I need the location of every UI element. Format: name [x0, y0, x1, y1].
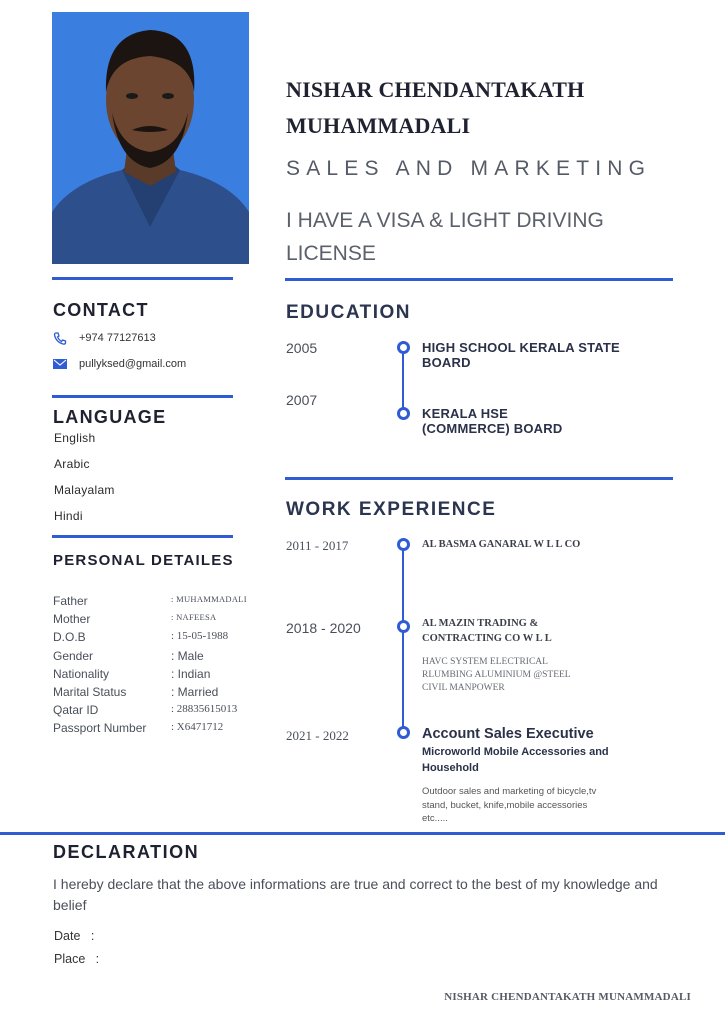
- timeline-dot: [397, 726, 410, 739]
- education-timeline: [402, 347, 404, 413]
- language-item: Malayalam: [54, 483, 115, 497]
- work-years: 2021 - 2022: [286, 728, 349, 743]
- education-year: 2005: [286, 340, 318, 356]
- phone-number[interactable]: +974 77127613: [79, 332, 156, 344]
- declaration-heading: DECLARATION: [53, 842, 200, 862]
- email-address[interactable]: pullyksed@gmail.com: [79, 358, 187, 370]
- personal-row-marital-status: [53, 685, 293, 701]
- work-role: Account Sales Executive: [422, 726, 594, 742]
- education-title: HIGH SCHOOL KERALA STATE BOARD: [422, 340, 620, 370]
- personal-row-gender: [53, 649, 293, 665]
- work-years: 2011 - 2017: [286, 538, 349, 553]
- row-label: D.O.B: [53, 630, 86, 644]
- row-label: Passport Number: [53, 721, 147, 735]
- left-divider-1: [52, 277, 233, 280]
- row-label: Qatar ID: [53, 703, 99, 717]
- education-year: 2007: [286, 392, 318, 408]
- row-label: Marital Status: [53, 685, 127, 699]
- place-label: Place :: [54, 952, 100, 966]
- row-value: : Married: [171, 685, 219, 699]
- language-item: Hindi: [54, 509, 83, 523]
- personal-row-father: [53, 594, 293, 610]
- timeline-dot: [397, 620, 410, 633]
- work-company: Microworld Mobile Accessories and Household: [422, 746, 609, 774]
- education-title: KERALA HSE (COMMERCE) BOARD: [422, 406, 563, 436]
- row-value: : X6471712: [171, 721, 224, 733]
- mail-icon: [53, 358, 67, 370]
- personal-row-passport: [53, 721, 293, 737]
- language-item: English: [54, 431, 96, 445]
- date-label: Date :: [54, 929, 95, 943]
- candidate-name: NISHAR CHENDANTAKATH MUHAMMADALI: [286, 77, 585, 138]
- row-label: Nationality: [53, 667, 110, 681]
- work-years: 2018 - 2020: [286, 620, 361, 636]
- language-item: Arabic: [54, 457, 90, 471]
- work-title: AL MAZIN TRADING & CONTRACTING CO W L L: [422, 618, 552, 644]
- row-label: Gender: [53, 649, 94, 663]
- work-timeline: [402, 544, 404, 732]
- row-label: Father: [53, 594, 88, 608]
- profile-photo: [52, 12, 249, 264]
- left-divider-3: [52, 535, 233, 538]
- work-description: Outdoor sales and marketing of bicycle,tv stand, bucket, knife,mobile accessories etc.....: [422, 786, 597, 824]
- row-value: : Male: [171, 649, 204, 663]
- education-heading: EDUCATION: [286, 302, 412, 323]
- contact-heading: CONTACT: [53, 300, 149, 320]
- personal-row-qatar-id: [53, 703, 293, 719]
- right-divider-2: [285, 477, 673, 480]
- contact-email: [53, 358, 186, 370]
- row-value: : Indian: [171, 667, 211, 681]
- personal-row-nationality: [53, 667, 293, 683]
- phone-icon: [53, 332, 67, 344]
- row-value: : 15-05-1988: [171, 630, 229, 642]
- personal-row-mother: [53, 612, 293, 628]
- contact-phone: [53, 332, 156, 344]
- language-heading: LANGUAGE: [53, 407, 167, 427]
- right-divider-1: [285, 278, 673, 281]
- row-value: : NAFEESA: [171, 612, 217, 622]
- signature-name: NISHAR CHENDANTAKATH MUNAMMADALI: [444, 991, 691, 1003]
- timeline-dot: [397, 341, 410, 354]
- left-divider-2: [52, 395, 233, 398]
- personal-details-heading: PERSONAL DETAILES: [53, 552, 234, 569]
- personal-row-dob: [53, 630, 293, 646]
- work-description: HAVC SYSTEM ELECTRICAL RLUMBING ALUMINIUM @STEEL CIVIL MANPOWER: [422, 657, 571, 693]
- row-value: : 28835615013: [171, 703, 238, 715]
- visa-statement: I HAVE A VISA & LIGHT DRIVING LICENSE: [286, 209, 604, 265]
- timeline-dot: [397, 538, 410, 551]
- declaration-divider: [0, 832, 725, 835]
- job-title: SALES AND MARKETING: [286, 157, 652, 180]
- row-value: : MUHAMMADALI: [171, 594, 247, 604]
- declaration-text: I hereby declare that the above informations are true and correct to the best of my knowledge and belief: [53, 876, 658, 913]
- work-title: AL BASMA GANARAL W L L CO: [422, 539, 581, 550]
- row-label: Mother: [53, 612, 91, 626]
- work-experience-heading: WORK EXPERIENCE: [286, 499, 497, 520]
- timeline-dot: [397, 407, 410, 420]
